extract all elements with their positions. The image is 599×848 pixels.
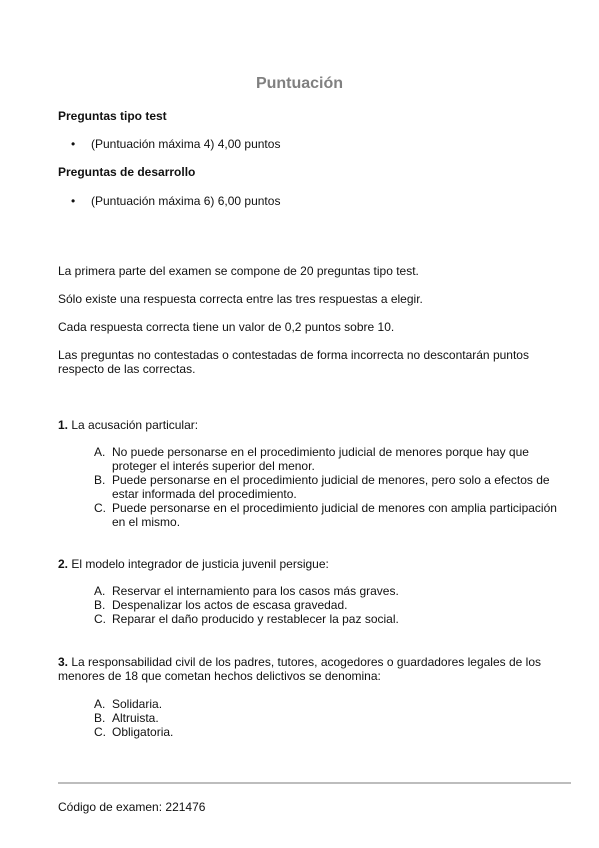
bullet-item <box>71 137 281 151</box>
option-item <box>94 725 564 739</box>
scoring-section-test <box>58 109 558 123</box>
option-letter: A. <box>94 445 106 459</box>
question-2-options <box>94 584 564 626</box>
question-1 <box>58 418 548 432</box>
option-item <box>94 473 564 501</box>
bullet-text: (Puntuación máxima 6) 6,00 puntos <box>91 194 281 208</box>
option-item <box>94 711 564 725</box>
question-1-options <box>94 445 564 529</box>
bullet-dot-icon: • <box>71 137 76 151</box>
exam-code: Código de examen: 221476 <box>58 800 206 814</box>
section-heading-desarrollo: Preguntas de desarrollo <box>58 165 196 179</box>
option-letter: A. <box>94 697 106 711</box>
option-letter: B. <box>94 711 106 725</box>
page-title: Puntuación <box>255 75 344 92</box>
option-text: Reservar el internamiento para los casos más graves. <box>112 584 399 598</box>
question-number: 2. <box>58 557 69 571</box>
question-2 <box>58 557 548 571</box>
option-text: No puede personarse en el procedimiento judicial de menores porque hay que proteger el interés superior del menor. <box>112 445 529 473</box>
option-letter: C. <box>94 612 106 626</box>
question-text: La acusación particular: <box>71 418 199 432</box>
option-text: Puede personarse en el procedimiento judicial de menores, pero solo a efectos de estar informada del procedimiento. <box>112 473 550 501</box>
footer-divider <box>58 782 571 784</box>
option-item <box>94 584 564 598</box>
option-item <box>94 445 564 473</box>
option-text: Despenalizar los actos de escasa gravedad. <box>112 598 348 612</box>
option-text: Solidaria. <box>112 697 163 711</box>
instruction-paragraph: Las preguntas no contestadas o contestadas de forma incorrecta no descontarán puntos respecto de las correctas. <box>58 348 529 376</box>
instruction-paragraph: Sólo existe una respuesta correcta entre las tres respuestas a elegir. <box>58 292 423 306</box>
option-letter: C. <box>94 501 106 515</box>
option-text: Obligatoria. <box>112 725 174 739</box>
option-item <box>94 612 564 626</box>
option-item <box>94 598 564 612</box>
option-text: Reparar el daño producido y restablecer la paz social. <box>112 612 399 626</box>
bullet-item <box>71 194 281 208</box>
bullet-dot-icon: • <box>71 194 76 208</box>
instruction-paragraph: Cada respuesta correcta tiene un valor de 0,2 puntos sobre 10. <box>58 320 395 334</box>
question-3-options <box>94 697 564 739</box>
option-letter: C. <box>94 725 106 739</box>
option-item <box>94 501 564 529</box>
bullet-text: (Puntuación máxima 4) 4,00 puntos <box>91 137 281 151</box>
option-text: Altruista. <box>112 711 159 725</box>
question-number: 1. <box>58 418 69 432</box>
option-letter: A. <box>94 584 106 598</box>
question-3 <box>58 655 548 683</box>
section-heading-test: Preguntas tipo test <box>58 109 167 123</box>
scoring-section-desarrollo <box>58 165 558 179</box>
question-text: La responsabilidad civil de los padres, tutores, acogedores o guardadores legales de los menores de 18 que cometan hechos delictivos se denomina: <box>58 655 541 683</box>
question-number: 3. <box>58 655 69 669</box>
option-letter: B. <box>94 598 106 612</box>
option-item <box>94 697 564 711</box>
question-text: El modelo integrador de justicia juvenil persigue: <box>71 557 329 571</box>
instruction-paragraph: La primera parte del examen se compone de 20 preguntas tipo test. <box>58 264 419 278</box>
option-text: Puede personarse en el procedimiento judicial de menores con amplia participación en el mismo. <box>112 501 557 529</box>
option-letter: B. <box>94 473 106 487</box>
